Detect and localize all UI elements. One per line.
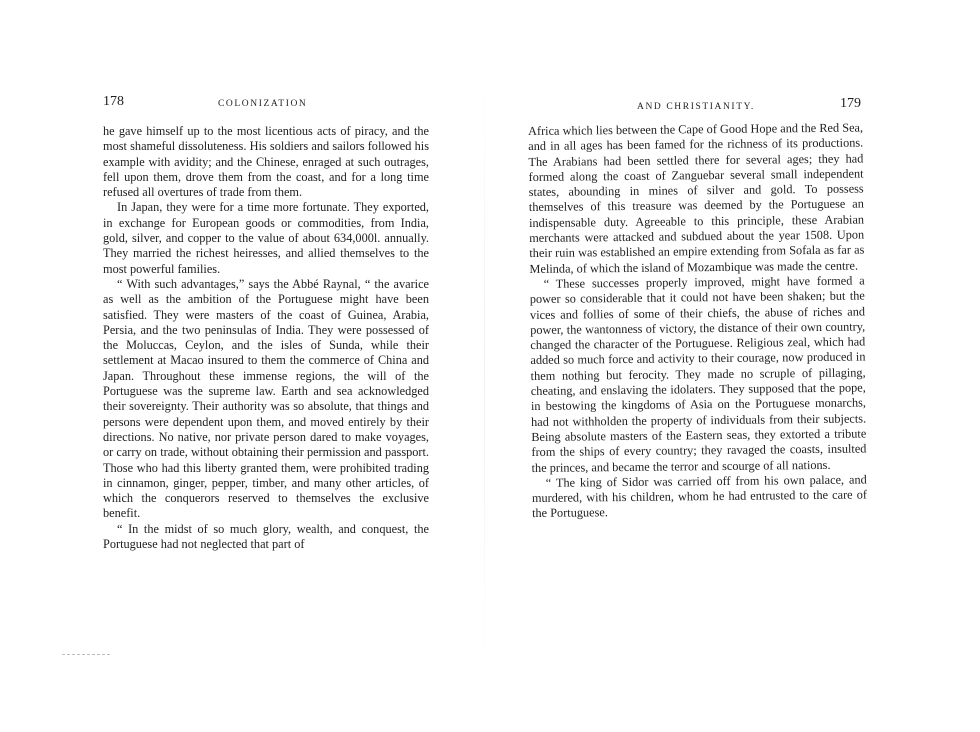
right-page-number: 179 — [840, 96, 861, 111]
right-paragraph-3: “ The king of Sidor was carried off from his own palace, and murdered, with his children, whom he had entrusted to the care of the Portuguese. — [531, 472, 867, 521]
book-gutter — [484, 60, 485, 680]
left-paragraph-1: he gave himself up to the most licentious acts of piracy, and the most shameful dissoluteness. His soldiers and sailors followed his example with avidity; and the Chinese, enraged at such outrages, fell upon them, drove them from the coast, and for a long time refused all overtures of trade from them. — [103, 124, 429, 200]
left-paragraph-4: “ In the midst of so much glory, wealth, and conquest, the Portuguese had not neglected that part of — [103, 521, 429, 552]
right-body-text — [528, 120, 867, 521]
left-body-text — [103, 124, 429, 552]
left-paragraph-2: In Japan, they were for a time more fortunate. They exported, in exchange for European goods or commodities, from India, gold, silver, and copper to the value of about 634,000l. annually. They married the richest heiresses, and allied themselves to the most powerful families. — [103, 200, 429, 276]
left-page — [0, 0, 480, 732]
margin-mark — [62, 654, 110, 656]
left-running-title: COLONIZATION — [218, 99, 308, 109]
left-paragraph-3: “ With such advantages,” says the Abbé Raynal, “ the avarice as well as the ambition of the Portuguese might have been satisfied. They were masters of the coast of Guinea, Arabia, Persia, and the two peninsulas of India. They were possessed of the Moluccas, Ceylon, and the isles of Sunda, while their settlement at Macao insured to them the commerce of China and Japan. Throughout these immense regions, the will of the Portuguese was the supreme law. Earth and sea acknowledged their sovereignty. Their authority was so absolute, that things and persons were dependent upon them, and moved entirely by their directions. No native, nor private person dared to make voyages, or carry on trade, without obtaining their permission and passport. Those who had this liberty granted them, were prohibited trading in cinnamon, ginger, pepper, timber, and many other articles, of which the conquerors reserved to themselves the exclusive benefit. — [103, 276, 429, 521]
right-running-title: AND CHRISTIANITY. — [637, 102, 755, 112]
right-paragraph-2: “ These successes properly improved, might have formed a power so considerable that it could not have been shaken; but the vices and follies of some of their chiefs, the abuse of riches and power, the wantonness of victory, the distance of their own country, changed the character of the Portuguese. Religious zeal, which had added so much force and activity to their courage, now produced in them nothing but ferocity. They made no scruple of pillaging, cheating, and enslaving the idolaters. They supposed that the pope, in bestowing the kingdoms of Asia on the Portuguese monarchs, had not withholden the property of individuals from their subjects. Being absolute masters of the Eastern seas, they extorted a tribute from the ships of every country; they ravaged the coasts, insulted the princes, and became the terror and scourge of all nations. — [529, 273, 867, 475]
right-paragraph-1: Africa which lies between the Cape of Good Hope and the Red Sea, and in all ages has been famed for the richness of its productions. The Arabians had been settled there for several ages; they had formed along the coast of Zanguebar several small independent states, abounding in mines of silver and gold. To possess themselves of this treasure was deemed by the Portuguese an indispensable duty. Agreeable to this principle, these Arabian merchants were attacked and subdued about the year 1508. Upon their ruin was established an empire extending from Sofala as far as Melinda, of which the island of Mozambique was made the centre. — [528, 120, 865, 276]
left-page-number: 178 — [103, 94, 124, 109]
